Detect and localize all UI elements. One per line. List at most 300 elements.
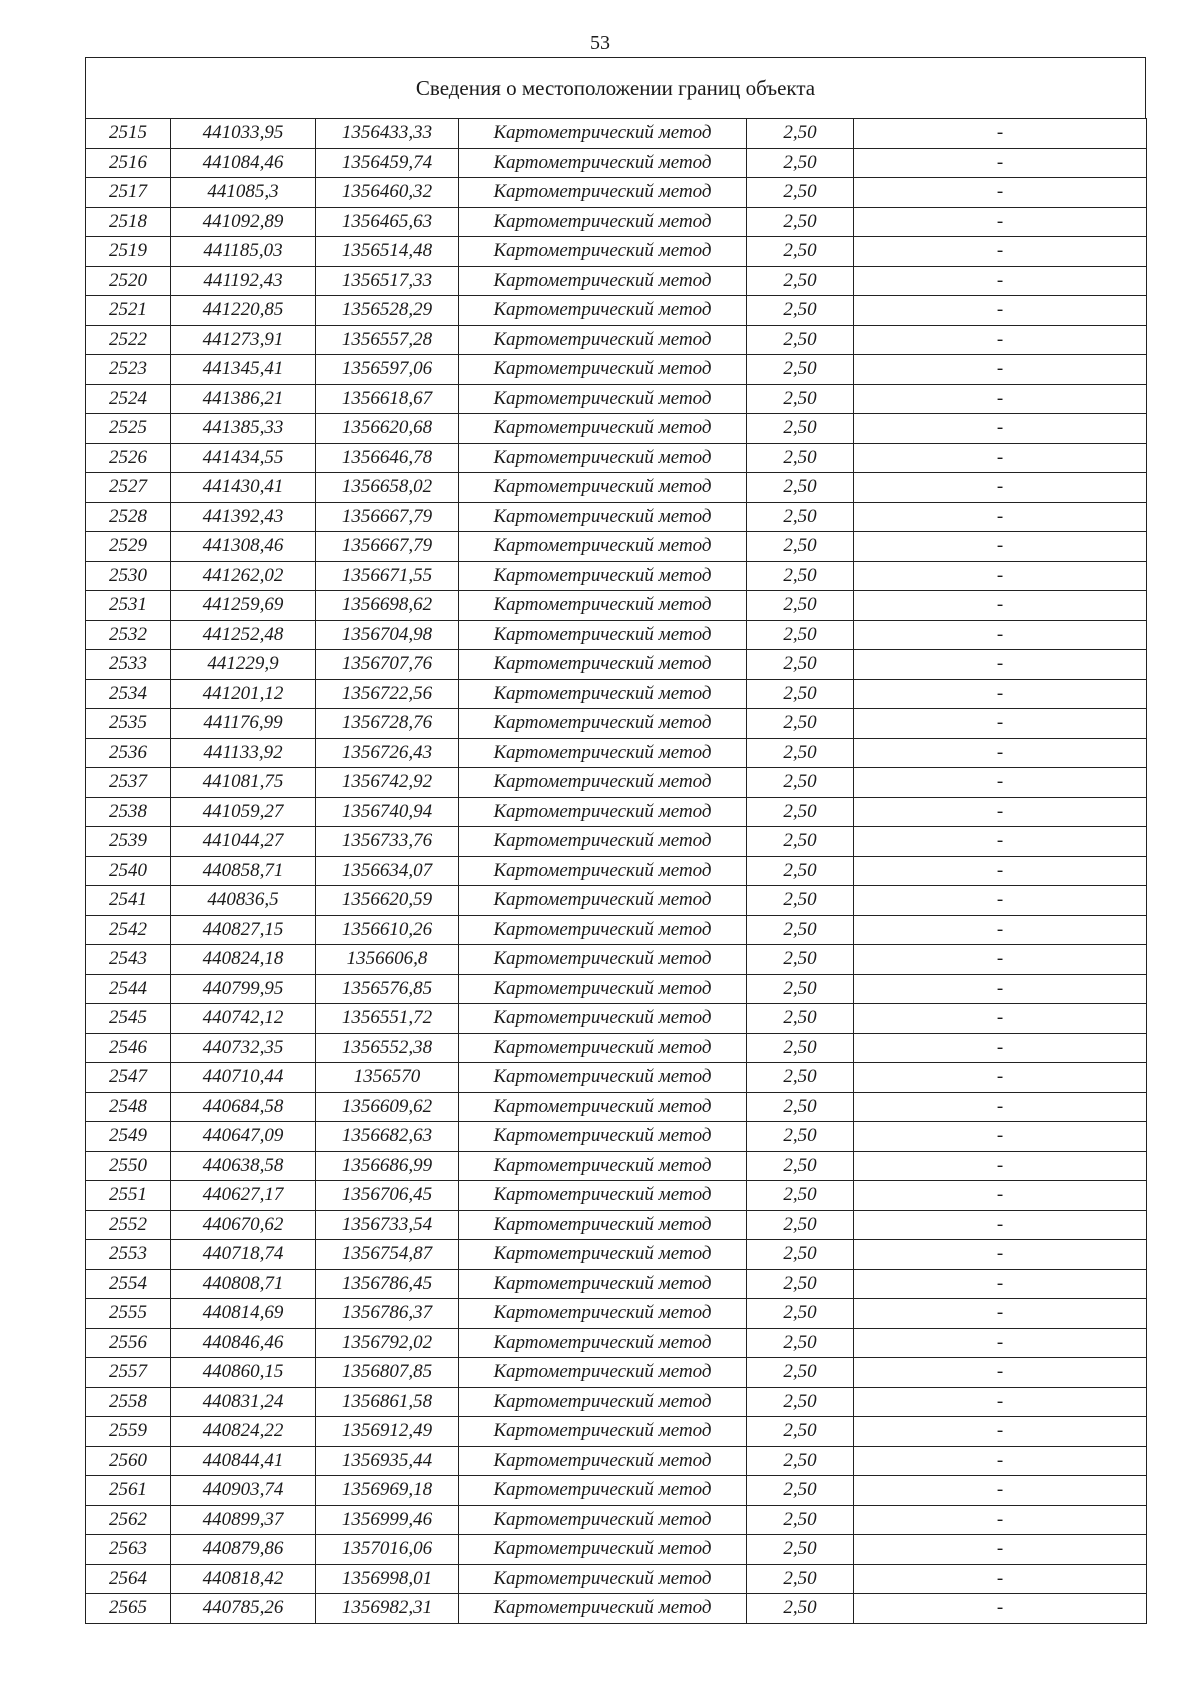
- boundary-table: [85, 57, 1146, 1624]
- description-cell: -: [854, 945, 1147, 975]
- accuracy-cell: 2,50: [747, 178, 854, 208]
- table-row: [86, 1033, 1147, 1063]
- accuracy-cell: 2,50: [747, 1210, 854, 1240]
- description-cell: -: [854, 1210, 1147, 1240]
- point-number-cell: 2520: [86, 266, 171, 296]
- y-coordinate-cell: 1357016,06: [316, 1535, 459, 1565]
- accuracy-cell: 2,50: [747, 679, 854, 709]
- method-cell: Картометрический метод: [459, 797, 747, 827]
- point-number-cell: 2548: [86, 1092, 171, 1122]
- method-cell: Картометрический метод: [459, 856, 747, 886]
- x-coordinate-cell: 441386,21: [171, 384, 316, 414]
- x-coordinate-cell: 441185,03: [171, 237, 316, 267]
- description-cell: -: [854, 473, 1147, 503]
- method-cell: Картометрический метод: [459, 1033, 747, 1063]
- point-number-cell: 2527: [86, 473, 171, 503]
- x-coordinate-cell: 440858,71: [171, 856, 316, 886]
- description-cell: -: [854, 1151, 1147, 1181]
- description-cell: -: [854, 1358, 1147, 1388]
- y-coordinate-cell: 1356671,55: [316, 561, 459, 591]
- method-cell: Картометрический метод: [459, 679, 747, 709]
- description-cell: -: [854, 1092, 1147, 1122]
- description-cell: -: [854, 1122, 1147, 1152]
- table-row: [86, 591, 1147, 621]
- description-cell: -: [854, 532, 1147, 562]
- point-number-cell: 2543: [86, 945, 171, 975]
- x-coordinate-cell: 441033,95: [171, 119, 316, 149]
- y-coordinate-cell: 1356528,29: [316, 296, 459, 326]
- point-number-cell: 2557: [86, 1358, 171, 1388]
- accuracy-cell: 2,50: [747, 384, 854, 414]
- accuracy-cell: 2,50: [747, 738, 854, 768]
- point-number-cell: 2564: [86, 1564, 171, 1594]
- accuracy-cell: 2,50: [747, 797, 854, 827]
- accuracy-cell: 2,50: [747, 1505, 854, 1535]
- method-cell: Картометрический метод: [459, 1181, 747, 1211]
- table-row: [86, 443, 1147, 473]
- method-cell: Картометрический метод: [459, 650, 747, 680]
- x-coordinate-cell: 441229,9: [171, 650, 316, 680]
- description-cell: -: [854, 502, 1147, 532]
- x-coordinate-cell: 440903,74: [171, 1476, 316, 1506]
- table-row: [86, 237, 1147, 267]
- point-number-cell: 2558: [86, 1387, 171, 1417]
- description-cell: -: [854, 856, 1147, 886]
- point-number-cell: 2536: [86, 738, 171, 768]
- method-cell: Картометрический метод: [459, 1446, 747, 1476]
- table-row: [86, 1004, 1147, 1034]
- accuracy-cell: 2,50: [747, 1594, 854, 1624]
- y-coordinate-cell: 1356686,99: [316, 1151, 459, 1181]
- table-row: [86, 1535, 1147, 1565]
- method-cell: Картометрический метод: [459, 1594, 747, 1624]
- x-coordinate-cell: 441308,46: [171, 532, 316, 562]
- table-row: [86, 561, 1147, 591]
- method-cell: Картометрический метод: [459, 237, 747, 267]
- x-coordinate-cell: 440818,42: [171, 1564, 316, 1594]
- point-number-cell: 2544: [86, 974, 171, 1004]
- x-coordinate-cell: 441084,46: [171, 148, 316, 178]
- accuracy-cell: 2,50: [747, 768, 854, 798]
- point-number-cell: 2517: [86, 178, 171, 208]
- x-coordinate-cell: 441201,12: [171, 679, 316, 709]
- table-row: [86, 1328, 1147, 1358]
- y-coordinate-cell: 1356620,68: [316, 414, 459, 444]
- accuracy-cell: 2,50: [747, 414, 854, 444]
- x-coordinate-cell: 441273,91: [171, 325, 316, 355]
- point-number-cell: 2523: [86, 355, 171, 385]
- method-cell: Картометрический метод: [459, 1417, 747, 1447]
- y-coordinate-cell: 1356740,94: [316, 797, 459, 827]
- table-row: [86, 266, 1147, 296]
- accuracy-cell: 2,50: [747, 1181, 854, 1211]
- point-number-cell: 2518: [86, 207, 171, 237]
- accuracy-cell: 2,50: [747, 561, 854, 591]
- method-cell: Картометрический метод: [459, 296, 747, 326]
- table-row: [86, 384, 1147, 414]
- description-cell: -: [854, 915, 1147, 945]
- x-coordinate-cell: 440647,09: [171, 1122, 316, 1152]
- method-cell: Картометрический метод: [459, 591, 747, 621]
- description-cell: -: [854, 886, 1147, 916]
- y-coordinate-cell: 1356999,46: [316, 1505, 459, 1535]
- accuracy-cell: 2,50: [747, 1358, 854, 1388]
- table-row: [86, 886, 1147, 916]
- description-cell: -: [854, 325, 1147, 355]
- point-number-cell: 2516: [86, 148, 171, 178]
- description-cell: -: [854, 1240, 1147, 1270]
- description-cell: -: [854, 1505, 1147, 1535]
- point-number-cell: 2541: [86, 886, 171, 916]
- x-coordinate-cell: 441081,75: [171, 768, 316, 798]
- table-row: [86, 827, 1147, 857]
- x-coordinate-cell: 440831,24: [171, 1387, 316, 1417]
- table-row: [86, 679, 1147, 709]
- method-cell: Картометрический метод: [459, 974, 747, 1004]
- method-cell: Картометрический метод: [459, 1358, 747, 1388]
- description-cell: -: [854, 148, 1147, 178]
- point-number-cell: 2542: [86, 915, 171, 945]
- point-number-cell: 2553: [86, 1240, 171, 1270]
- y-coordinate-cell: 1356728,76: [316, 709, 459, 739]
- x-coordinate-cell: 440827,15: [171, 915, 316, 945]
- description-cell: -: [854, 974, 1147, 1004]
- point-number-cell: 2550: [86, 1151, 171, 1181]
- point-number-cell: 2546: [86, 1033, 171, 1063]
- method-cell: Картометрический метод: [459, 1210, 747, 1240]
- point-number-cell: 2565: [86, 1594, 171, 1624]
- y-coordinate-cell: 1356517,33: [316, 266, 459, 296]
- method-cell: Картометрический метод: [459, 1564, 747, 1594]
- x-coordinate-cell: 441220,85: [171, 296, 316, 326]
- point-number-cell: 2539: [86, 827, 171, 857]
- point-number-cell: 2521: [86, 296, 171, 326]
- point-number-cell: 2535: [86, 709, 171, 739]
- y-coordinate-cell: 1356998,01: [316, 1564, 459, 1594]
- method-cell: Картометрический метод: [459, 473, 747, 503]
- method-cell: Картометрический метод: [459, 355, 747, 385]
- y-coordinate-cell: 1356786,45: [316, 1269, 459, 1299]
- description-cell: -: [854, 1446, 1147, 1476]
- description-cell: -: [854, 738, 1147, 768]
- table-row: [86, 296, 1147, 326]
- method-cell: Картометрический метод: [459, 768, 747, 798]
- description-cell: -: [854, 591, 1147, 621]
- accuracy-cell: 2,50: [747, 443, 854, 473]
- description-cell: -: [854, 1535, 1147, 1565]
- x-coordinate-cell: 441430,41: [171, 473, 316, 503]
- table-row: [86, 1505, 1147, 1535]
- accuracy-cell: 2,50: [747, 532, 854, 562]
- table-row: [86, 1446, 1147, 1476]
- accuracy-cell: 2,50: [747, 620, 854, 650]
- x-coordinate-cell: 441044,27: [171, 827, 316, 857]
- description-cell: -: [854, 1269, 1147, 1299]
- method-cell: Картометрический метод: [459, 266, 747, 296]
- accuracy-cell: 2,50: [747, 119, 854, 149]
- y-coordinate-cell: 1356726,43: [316, 738, 459, 768]
- x-coordinate-cell: 440684,58: [171, 1092, 316, 1122]
- description-cell: -: [854, 1033, 1147, 1063]
- table-row: [86, 1269, 1147, 1299]
- y-coordinate-cell: 1356618,67: [316, 384, 459, 414]
- table-row: [86, 709, 1147, 739]
- table-row: [86, 1387, 1147, 1417]
- method-cell: Картометрический метод: [459, 502, 747, 532]
- description-cell: -: [854, 620, 1147, 650]
- x-coordinate-cell: 441085,3: [171, 178, 316, 208]
- point-number-cell: 2556: [86, 1328, 171, 1358]
- description-cell: -: [854, 1181, 1147, 1211]
- table-row: [86, 119, 1147, 149]
- accuracy-cell: 2,50: [747, 148, 854, 178]
- y-coordinate-cell: 1356935,44: [316, 1446, 459, 1476]
- table-row: [86, 148, 1147, 178]
- x-coordinate-cell: 440638,58: [171, 1151, 316, 1181]
- description-cell: -: [854, 1564, 1147, 1594]
- accuracy-cell: 2,50: [747, 709, 854, 739]
- x-coordinate-cell: 441385,33: [171, 414, 316, 444]
- table-row: [86, 207, 1147, 237]
- y-coordinate-cell: 1356551,72: [316, 1004, 459, 1034]
- y-coordinate-cell: 1356557,28: [316, 325, 459, 355]
- method-cell: Картометрический метод: [459, 1387, 747, 1417]
- table-row: [86, 797, 1147, 827]
- y-coordinate-cell: 1356861,58: [316, 1387, 459, 1417]
- point-number-cell: 2532: [86, 620, 171, 650]
- method-cell: Картометрический метод: [459, 886, 747, 916]
- description-cell: -: [854, 709, 1147, 739]
- accuracy-cell: 2,50: [747, 827, 854, 857]
- table-row: [86, 1594, 1147, 1624]
- y-coordinate-cell: 1356733,54: [316, 1210, 459, 1240]
- accuracy-cell: 2,50: [747, 1092, 854, 1122]
- method-cell: Картометрический метод: [459, 443, 747, 473]
- x-coordinate-cell: 441252,48: [171, 620, 316, 650]
- point-number-cell: 2530: [86, 561, 171, 591]
- method-cell: Картометрический метод: [459, 1122, 747, 1152]
- accuracy-cell: 2,50: [747, 473, 854, 503]
- table-row: [86, 620, 1147, 650]
- x-coordinate-cell: 441092,89: [171, 207, 316, 237]
- y-coordinate-cell: 1356646,78: [316, 443, 459, 473]
- table-row: [86, 325, 1147, 355]
- point-number-cell: 2540: [86, 856, 171, 886]
- x-coordinate-cell: 440899,37: [171, 1505, 316, 1535]
- accuracy-cell: 2,50: [747, 650, 854, 680]
- accuracy-cell: 2,50: [747, 1240, 854, 1270]
- y-coordinate-cell: 1356698,62: [316, 591, 459, 621]
- y-coordinate-cell: 1356576,85: [316, 974, 459, 1004]
- y-coordinate-cell: 1356792,02: [316, 1328, 459, 1358]
- point-number-cell: 2554: [86, 1269, 171, 1299]
- x-coordinate-cell: 440799,95: [171, 974, 316, 1004]
- y-coordinate-cell: 1356460,32: [316, 178, 459, 208]
- description-cell: -: [854, 414, 1147, 444]
- accuracy-cell: 2,50: [747, 1151, 854, 1181]
- method-cell: Картометрический метод: [459, 148, 747, 178]
- point-number-cell: 2515: [86, 119, 171, 149]
- x-coordinate-cell: 441259,69: [171, 591, 316, 621]
- y-coordinate-cell: 1356722,56: [316, 679, 459, 709]
- y-coordinate-cell: 1356786,37: [316, 1299, 459, 1329]
- table-row: [86, 355, 1147, 385]
- description-cell: -: [854, 296, 1147, 326]
- accuracy-cell: 2,50: [747, 502, 854, 532]
- x-coordinate-cell: 441176,99: [171, 709, 316, 739]
- description-cell: -: [854, 237, 1147, 267]
- method-cell: Картометрический метод: [459, 207, 747, 237]
- table-row: [86, 1122, 1147, 1152]
- method-cell: Картометрический метод: [459, 178, 747, 208]
- description-cell: -: [854, 679, 1147, 709]
- y-coordinate-cell: 1356433,33: [316, 119, 459, 149]
- accuracy-cell: 2,50: [747, 974, 854, 1004]
- accuracy-cell: 2,50: [747, 237, 854, 267]
- method-cell: Картометрический метод: [459, 1328, 747, 1358]
- accuracy-cell: 2,50: [747, 945, 854, 975]
- method-cell: Картометрический метод: [459, 1151, 747, 1181]
- accuracy-cell: 2,50: [747, 886, 854, 916]
- y-coordinate-cell: 1356620,59: [316, 886, 459, 916]
- accuracy-cell: 2,50: [747, 1299, 854, 1329]
- description-cell: -: [854, 443, 1147, 473]
- description-cell: -: [854, 207, 1147, 237]
- accuracy-cell: 2,50: [747, 1387, 854, 1417]
- y-coordinate-cell: 1356610,26: [316, 915, 459, 945]
- method-cell: Картометрический метод: [459, 1269, 747, 1299]
- table-row: [86, 1092, 1147, 1122]
- y-coordinate-cell: 1356754,87: [316, 1240, 459, 1270]
- point-number-cell: 2547: [86, 1063, 171, 1093]
- x-coordinate-cell: 440808,71: [171, 1269, 316, 1299]
- x-coordinate-cell: 440836,5: [171, 886, 316, 916]
- y-coordinate-cell: 1356733,76: [316, 827, 459, 857]
- description-cell: -: [854, 797, 1147, 827]
- y-coordinate-cell: 1356606,8: [316, 945, 459, 975]
- method-cell: Картометрический метод: [459, 1505, 747, 1535]
- table-row: [86, 738, 1147, 768]
- table-row: [86, 532, 1147, 562]
- point-number-cell: 2559: [86, 1417, 171, 1447]
- point-number-cell: 2549: [86, 1122, 171, 1152]
- description-cell: -: [854, 1299, 1147, 1329]
- x-coordinate-cell: 440814,69: [171, 1299, 316, 1329]
- y-coordinate-cell: 1356742,92: [316, 768, 459, 798]
- accuracy-cell: 2,50: [747, 856, 854, 886]
- x-coordinate-cell: 440824,22: [171, 1417, 316, 1447]
- accuracy-cell: 2,50: [747, 915, 854, 945]
- point-number-cell: 2529: [86, 532, 171, 562]
- accuracy-cell: 2,50: [747, 591, 854, 621]
- x-coordinate-cell: 440879,86: [171, 1535, 316, 1565]
- x-coordinate-cell: 440785,26: [171, 1594, 316, 1624]
- point-number-cell: 2533: [86, 650, 171, 680]
- table-row: [86, 768, 1147, 798]
- description-cell: -: [854, 384, 1147, 414]
- point-number-cell: 2522: [86, 325, 171, 355]
- method-cell: Картометрический метод: [459, 1004, 747, 1034]
- table-row: [86, 1151, 1147, 1181]
- point-number-cell: 2537: [86, 768, 171, 798]
- x-coordinate-cell: 440732,35: [171, 1033, 316, 1063]
- accuracy-cell: 2,50: [747, 1269, 854, 1299]
- point-number-cell: 2525: [86, 414, 171, 444]
- method-cell: Картометрический метод: [459, 414, 747, 444]
- method-cell: Картометрический метод: [459, 1092, 747, 1122]
- x-coordinate-cell: 441133,92: [171, 738, 316, 768]
- method-cell: Картометрический метод: [459, 384, 747, 414]
- x-coordinate-cell: 440742,12: [171, 1004, 316, 1034]
- y-coordinate-cell: 1356459,74: [316, 148, 459, 178]
- accuracy-cell: 2,50: [747, 325, 854, 355]
- method-cell: Картометрический метод: [459, 561, 747, 591]
- method-cell: Картометрический метод: [459, 709, 747, 739]
- point-number-cell: 2555: [86, 1299, 171, 1329]
- accuracy-cell: 2,50: [747, 1417, 854, 1447]
- table-body: [86, 119, 1147, 1624]
- accuracy-cell: 2,50: [747, 1328, 854, 1358]
- table-row: [86, 915, 1147, 945]
- point-number-cell: 2524: [86, 384, 171, 414]
- point-number-cell: 2562: [86, 1505, 171, 1535]
- method-cell: Картометрический метод: [459, 915, 747, 945]
- y-coordinate-cell: 1356912,49: [316, 1417, 459, 1447]
- table-row: [86, 1063, 1147, 1093]
- point-number-cell: 2519: [86, 237, 171, 267]
- x-coordinate-cell: 440627,17: [171, 1181, 316, 1211]
- description-cell: -: [854, 1063, 1147, 1093]
- table-row: [86, 650, 1147, 680]
- x-coordinate-cell: 440710,44: [171, 1063, 316, 1093]
- method-cell: Картометрический метод: [459, 620, 747, 650]
- accuracy-cell: 2,50: [747, 1446, 854, 1476]
- point-number-cell: 2531: [86, 591, 171, 621]
- point-number-cell: 2551: [86, 1181, 171, 1211]
- x-coordinate-cell: 440860,15: [171, 1358, 316, 1388]
- description-cell: -: [854, 650, 1147, 680]
- coordinates-table: [85, 118, 1147, 1624]
- x-coordinate-cell: 440846,46: [171, 1328, 316, 1358]
- table-row: [86, 856, 1147, 886]
- method-cell: Картометрический метод: [459, 325, 747, 355]
- method-cell: Картометрический метод: [459, 945, 747, 975]
- table-row: [86, 1358, 1147, 1388]
- description-cell: -: [854, 1476, 1147, 1506]
- y-coordinate-cell: 1356597,06: [316, 355, 459, 385]
- x-coordinate-cell: 441059,27: [171, 797, 316, 827]
- method-cell: Картометрический метод: [459, 1299, 747, 1329]
- x-coordinate-cell: 440824,18: [171, 945, 316, 975]
- accuracy-cell: 2,50: [747, 1122, 854, 1152]
- point-number-cell: 2561: [86, 1476, 171, 1506]
- table-row: [86, 1210, 1147, 1240]
- method-cell: Картометрический метод: [459, 738, 747, 768]
- accuracy-cell: 2,50: [747, 207, 854, 237]
- description-cell: -: [854, 561, 1147, 591]
- y-coordinate-cell: 1356682,63: [316, 1122, 459, 1152]
- table-row: [86, 502, 1147, 532]
- point-number-cell: 2560: [86, 1446, 171, 1476]
- y-coordinate-cell: 1356609,62: [316, 1092, 459, 1122]
- table-row: [86, 178, 1147, 208]
- description-cell: -: [854, 768, 1147, 798]
- x-coordinate-cell: 441262,02: [171, 561, 316, 591]
- method-cell: Картометрический метод: [459, 1535, 747, 1565]
- x-coordinate-cell: 441345,41: [171, 355, 316, 385]
- y-coordinate-cell: 1356667,79: [316, 502, 459, 532]
- accuracy-cell: 2,50: [747, 1564, 854, 1594]
